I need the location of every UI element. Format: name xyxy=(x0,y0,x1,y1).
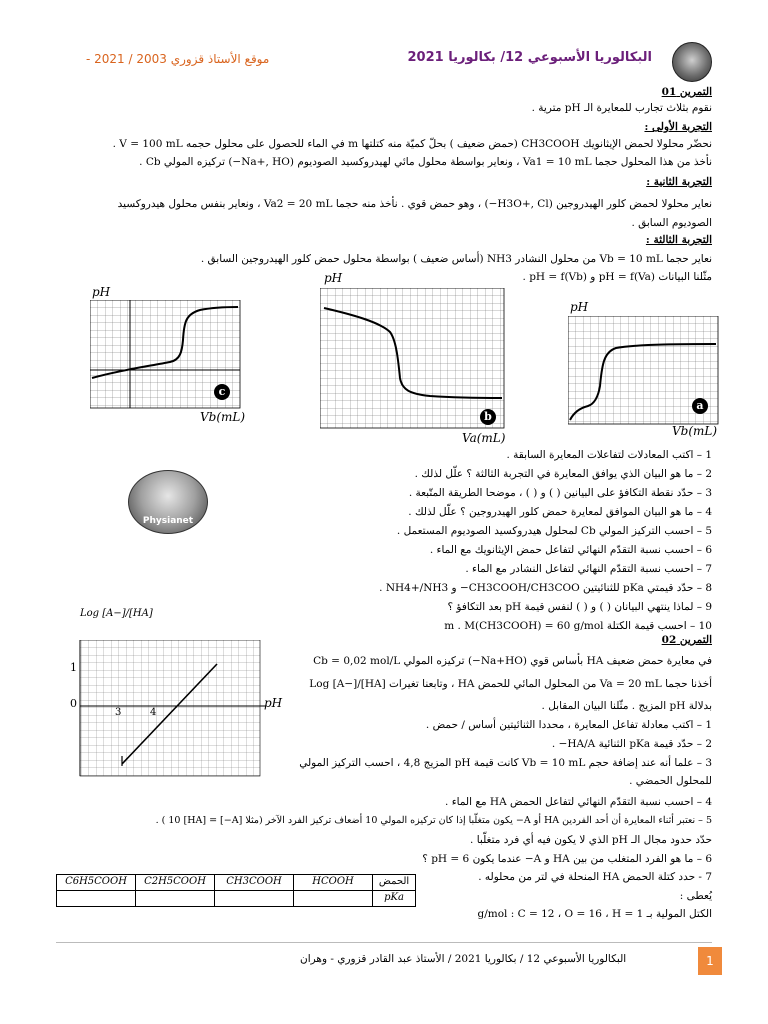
graph-a-xlabel: Vb(mL) xyxy=(672,424,718,438)
graph-b xyxy=(320,288,506,430)
molar-masses: الكتل المولية بـ g/mol : C = 12 ، O = 16 ، H = 1 xyxy=(477,908,712,920)
footer-text: البكالوريا الأسبوعي 12 / بكالوريا 2021 / الأستاذ عبد القادر قزوري - وهران xyxy=(300,953,627,965)
exercise-2-line-3: بدلالة pH المزيج . مثّلنا البيان المقابل . xyxy=(541,700,712,712)
exercise-1-title: التمرين 01 xyxy=(661,86,712,98)
author-logo xyxy=(672,42,712,82)
table-header: الحمض xyxy=(373,875,416,891)
experiment-1-line-2: نأخذ من هذا المحلول حجما Va1 = 10 mL ، ونعاير بواسطة محلول مائي لهيدروكسيد الصوديوم (Na+, HO−) تركيزه المولي Cb . xyxy=(139,156,712,168)
experiment-2-title: التجربة الثانية : xyxy=(646,176,712,188)
ex1-question-7: 7 – احسب نسبة التقدّم النهائي لتفاعل النشادر مع الماء . xyxy=(465,563,712,575)
ex2-question-3-cont: للمحلول الحمضي . xyxy=(629,775,712,787)
ex2-question-6: 6 – ما هو الفرد المتغلب من بين HA و A− عندما يكون pH = 6 ؟ xyxy=(422,853,712,865)
exercise-2-line-2: أخذنا حجما Va = 20 mL من المحلول المائي للحمض HA ، وتابعنا تغيرات Log [A−]/[HA] xyxy=(309,678,712,690)
ex2-question-5-cont: حدّد حدود مجال الـ pH الذي لا يكون فيه أي فرد متغلّبا . xyxy=(470,834,712,846)
graph-b-badge: b xyxy=(480,409,496,425)
table-cell: C2H5COOH xyxy=(136,875,215,891)
ex1-question-9: 9 – لماذا ينتهي البيانان ( ) و ( ) لنفس قيمة pH بعد التكافؤ ؟ xyxy=(447,601,712,613)
graph-b-ylabel: pH xyxy=(324,271,343,285)
table-cell xyxy=(215,891,294,907)
logo-text: Physianet xyxy=(142,515,194,526)
table-row xyxy=(57,891,416,907)
site-header-left: - موقع الأستاذ قزوري 2003 / 2021 xyxy=(86,52,270,66)
ex2-graph-ylabel: Log [A−]/[HA] xyxy=(80,608,153,619)
table-cell xyxy=(294,891,373,907)
table-header: pKa xyxy=(373,891,416,907)
experiment-2-line-2: الصوديوم السابق . xyxy=(631,217,712,229)
pka-table xyxy=(56,874,416,907)
experiment-1-line-1: نحضّر محلولا لحمض الإيثانويك CH3COOH (حمض ضعيف ) بحلّ كميّة منه كتلتها m في الماء للحصول على محلول حجمه V = 100 mL . xyxy=(112,138,712,150)
given-title: يُعطى : xyxy=(679,890,712,902)
ex2-question-5: 5 – نعتبر أثناء المعايرة أن أحد الفردين HA أو A− يكون متغلّبا إذا كان تركيزه المولي 10 أضعاف تركيز الفرد الآخر (مثلا [A−] = 10 [HA] ) . xyxy=(155,815,712,826)
graph-b-xlabel: Va(mL) xyxy=(462,431,506,445)
ex2-ytick-0: 0 xyxy=(70,697,77,710)
ex1-question-2: 2 – ما هو البيان الذي يوافق المعايرة في التجربة الثالثة ؟ علّل لذلك . xyxy=(414,468,712,480)
ex2-graph xyxy=(66,640,276,780)
ex1-question-3: 3 – حدّد نقطة التكافؤ على البيانين ( ) و ( ) ، موضحا الطريقة المتّبعة . xyxy=(408,487,712,499)
experiment-3-line-2: مثّلنا البيانات pH = f(Va) و pH = f(Vb) . xyxy=(522,271,712,283)
ex1-question-6: 6 – احسب نسبة التقدّم النهائي لتفاعل حمض الإيثانويك مع الماء . xyxy=(429,544,712,556)
graph-c-ylabel: pH xyxy=(92,285,111,299)
ex1-question-5: 5 – احسب التركيز المولي Cb لمحلول هيدروكسيد الصوديوم المستعمل . xyxy=(396,525,712,537)
exercise-2-line-1: في معايرة حمض ضعيف HA بأساس قوي (Na+HO−) تركيزه المولي Cb = 0,02 mol/L xyxy=(313,655,712,667)
graph-a-ylabel: pH xyxy=(570,300,589,314)
ex2-question-7: 7 - حدد كتلة الحمض HA المنحلة في لتر من محلوله . xyxy=(478,871,712,883)
ex2-graph-xlabel: pH xyxy=(264,696,283,710)
exercise-1-intro: نقوم بثلاث تجارب للمعايرة الـ pH مترية . xyxy=(531,102,712,114)
ex2-xtick-4: 4 xyxy=(150,707,157,718)
table-cell: HCOOH xyxy=(294,875,373,891)
ex2-xtick-3: 3 xyxy=(115,707,122,718)
graph-c-badge: c xyxy=(214,384,230,400)
ex1-question-1: 1 – اكتب المعادلات لتفاعلات المعايرة السابقة . xyxy=(506,449,712,461)
table-cell xyxy=(136,891,215,907)
ex1-question-8: 8 – حدّد قيمتي pKa للثنائيتين CH3COOH/CH3COO− و NH4+/NH3 . xyxy=(379,582,712,594)
ex2-question-2: 2 – حدّد قيمة pKa الثنائية HA/A− . xyxy=(551,738,712,750)
ex2-question-3: 3 – علما أنه عند إضافة حجم Vb = 10 mL كانت قيمة pH المزيج 4,8 ، احسب التركيز المولي xyxy=(299,757,712,769)
experiment-1-title: التجربة الأولى : xyxy=(644,121,712,133)
ex1-question-10: 10 – احسب قيمة الكتلة m . M(CH3COOH) = 60 g/mol xyxy=(444,620,712,632)
ex2-ytick-1: 1 xyxy=(70,661,77,674)
graph-c-xlabel: Vb(mL) xyxy=(200,410,246,424)
ex2-question-4: 4 – احسب نسبة التقدّم النهائي لتفاعل الحمض HA مع الماء . xyxy=(445,796,712,808)
experiment-3-title: التجربة الثالثة : xyxy=(645,234,712,246)
exercise-2-title: التمرين 02 xyxy=(661,634,712,646)
table-cell: CH3COOH xyxy=(215,875,294,891)
footer-divider xyxy=(56,942,712,943)
experiment-3-line-1: نعاير حجما Vb = 10 mL من محلول النشادر NH3 (أساس ضعيف ) بواسطة محلول حمض كلور الهيدروجين السابق . xyxy=(200,253,712,265)
page-number: 1 xyxy=(698,947,722,975)
table-row xyxy=(57,875,416,891)
ex1-question-4: 4 – ما هو البيان الموافق لمعايرة حمض كلور الهيدروجين ؟ علّل لذلك . xyxy=(408,506,712,518)
table-cell: C6H5COOH xyxy=(57,875,136,891)
experiment-2-line-1: نعاير محلولا لحمض كلور الهيدروجين (H3O+, Cl−) ، وهو حمض قوي . نأخذ منه حجما Va2 = 20 mL ، ونعاير بنفس محلول هيدروكسيد xyxy=(117,198,712,210)
physianet-logo xyxy=(128,470,208,534)
table-cell xyxy=(57,891,136,907)
graph-a-badge: a xyxy=(692,398,708,414)
ex2-question-1: 1 – اكتب معادلة تفاعل المعايرة ، محددا الثنائيتين أساس / حمض . xyxy=(425,719,712,731)
document-title: البكالوريا الأسبوعي 12/ بكالوريا 2021 xyxy=(407,50,652,65)
